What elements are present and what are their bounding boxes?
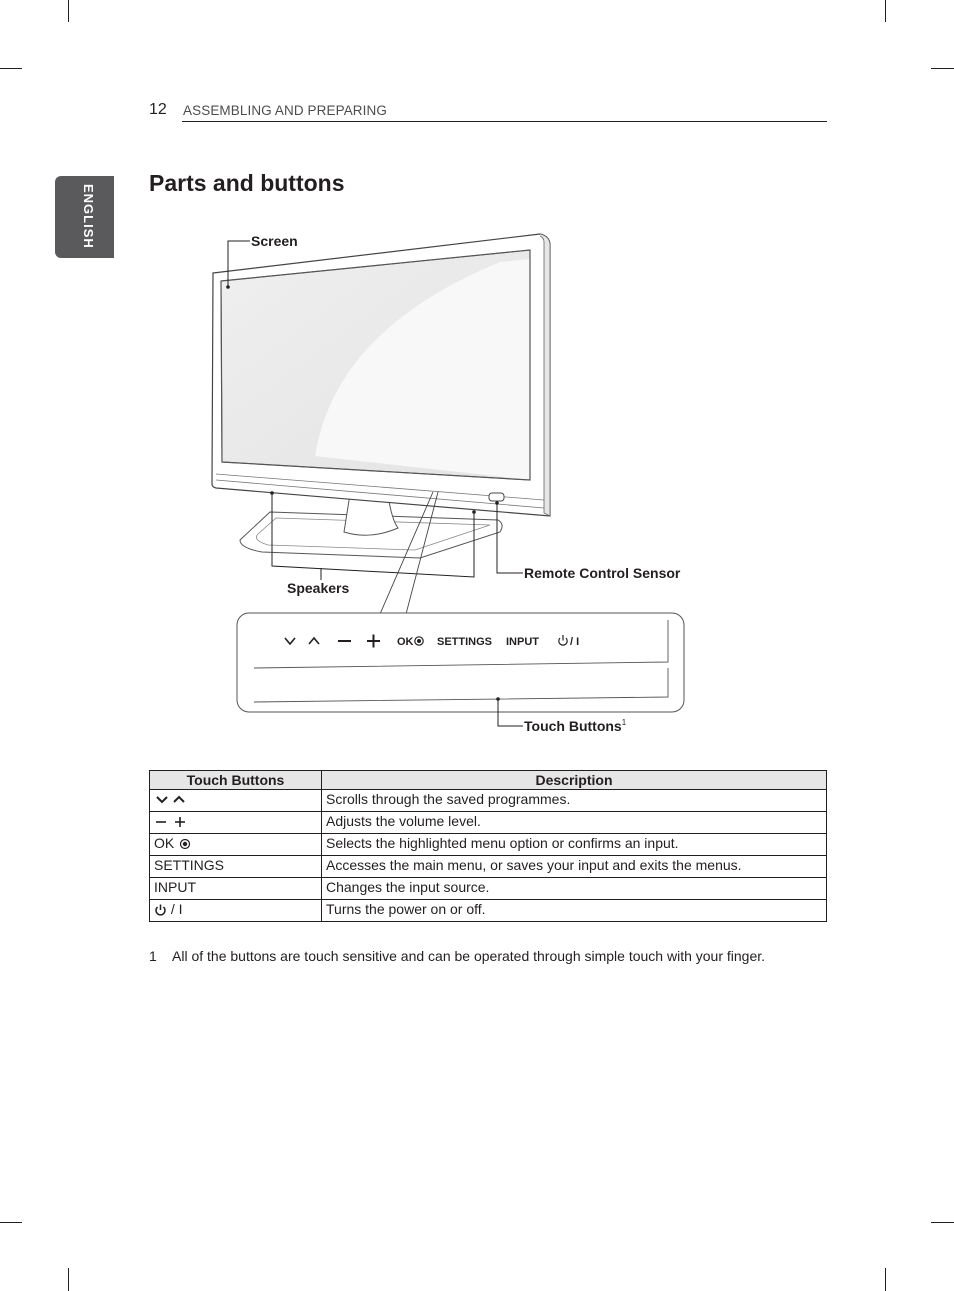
power-icon [154, 903, 167, 917]
footnote-text: All of the buttons are touch sensitive and can be operated through simple touch with your finger. [172, 948, 766, 964]
strip-settings-label: SETTINGS [437, 636, 493, 648]
description-cell: Adjusts the volume level. [322, 812, 827, 834]
plus-icon [175, 817, 185, 827]
button-cell [150, 812, 322, 834]
chevron-up-icon [174, 797, 184, 802]
crop-mark [0, 1222, 22, 1223]
touch-buttons-label-text: Touch Buttons [524, 718, 622, 734]
crop-mark [0, 68, 22, 69]
strip-input-label: INPUT [506, 636, 539, 648]
table-row [150, 900, 827, 922]
table-row [150, 812, 827, 834]
table-header-row [150, 771, 827, 790]
strip-ok-label: OK [397, 636, 414, 648]
tv-diagram [200, 225, 700, 745]
crop-mark [68, 0, 69, 22]
table-row [150, 878, 827, 900]
remote-sensor-label: Remote Control Sensor [524, 565, 681, 581]
screen-label: Screen [251, 233, 298, 249]
header-rule [182, 121, 827, 122]
crop-mark [931, 1222, 954, 1223]
button-cell [150, 790, 322, 812]
crop-mark [885, 1268, 886, 1291]
description-cell: Selects the highlighted menu option or confirms an input. [322, 834, 827, 856]
button-label: OK [154, 835, 175, 851]
touch-buttons-label [524, 718, 627, 734]
footnote-ref: 1 [621, 718, 627, 727]
description-cell: Scrolls through the saved programmes. [322, 790, 827, 812]
ok-target-icon [178, 837, 192, 851]
button-cell [150, 900, 322, 922]
crop-mark [885, 0, 886, 22]
chevron-down-icon [157, 797, 167, 802]
speakers-label: Speakers [287, 580, 350, 596]
table-header-buttons: Touch Buttons [150, 771, 322, 790]
footnote-number: 1 [149, 948, 157, 964]
description-cell: Changes the input source. [322, 878, 827, 900]
page-title: Parts and buttons [149, 170, 345, 196]
button-label: / I [170, 901, 183, 917]
crop-mark [931, 68, 954, 69]
volume-icons [154, 815, 190, 829]
touch-buttons-table [149, 770, 827, 922]
table-header-description: Description [322, 771, 827, 790]
description-cell: Accesses the main menu, or saves your input and exits the menus. [322, 856, 827, 878]
table-row [150, 790, 827, 812]
table-row [150, 834, 827, 856]
remote-sensor-window [489, 493, 504, 501]
button-cell [150, 834, 322, 856]
chevron-pair-icon [154, 793, 190, 807]
page-number: 12 [149, 101, 167, 118]
strip-power-label: / I [570, 636, 580, 648]
crop-mark [68, 1268, 69, 1291]
language-tab-label: ENGLISH [81, 184, 96, 249]
button-cell: SETTINGS [150, 856, 322, 878]
description-cell: Turns the power on or off. [322, 900, 827, 922]
section-title: ASSEMBLING AND PREPARING [183, 103, 387, 118]
table-row [150, 856, 827, 878]
button-cell: INPUT [150, 878, 322, 900]
